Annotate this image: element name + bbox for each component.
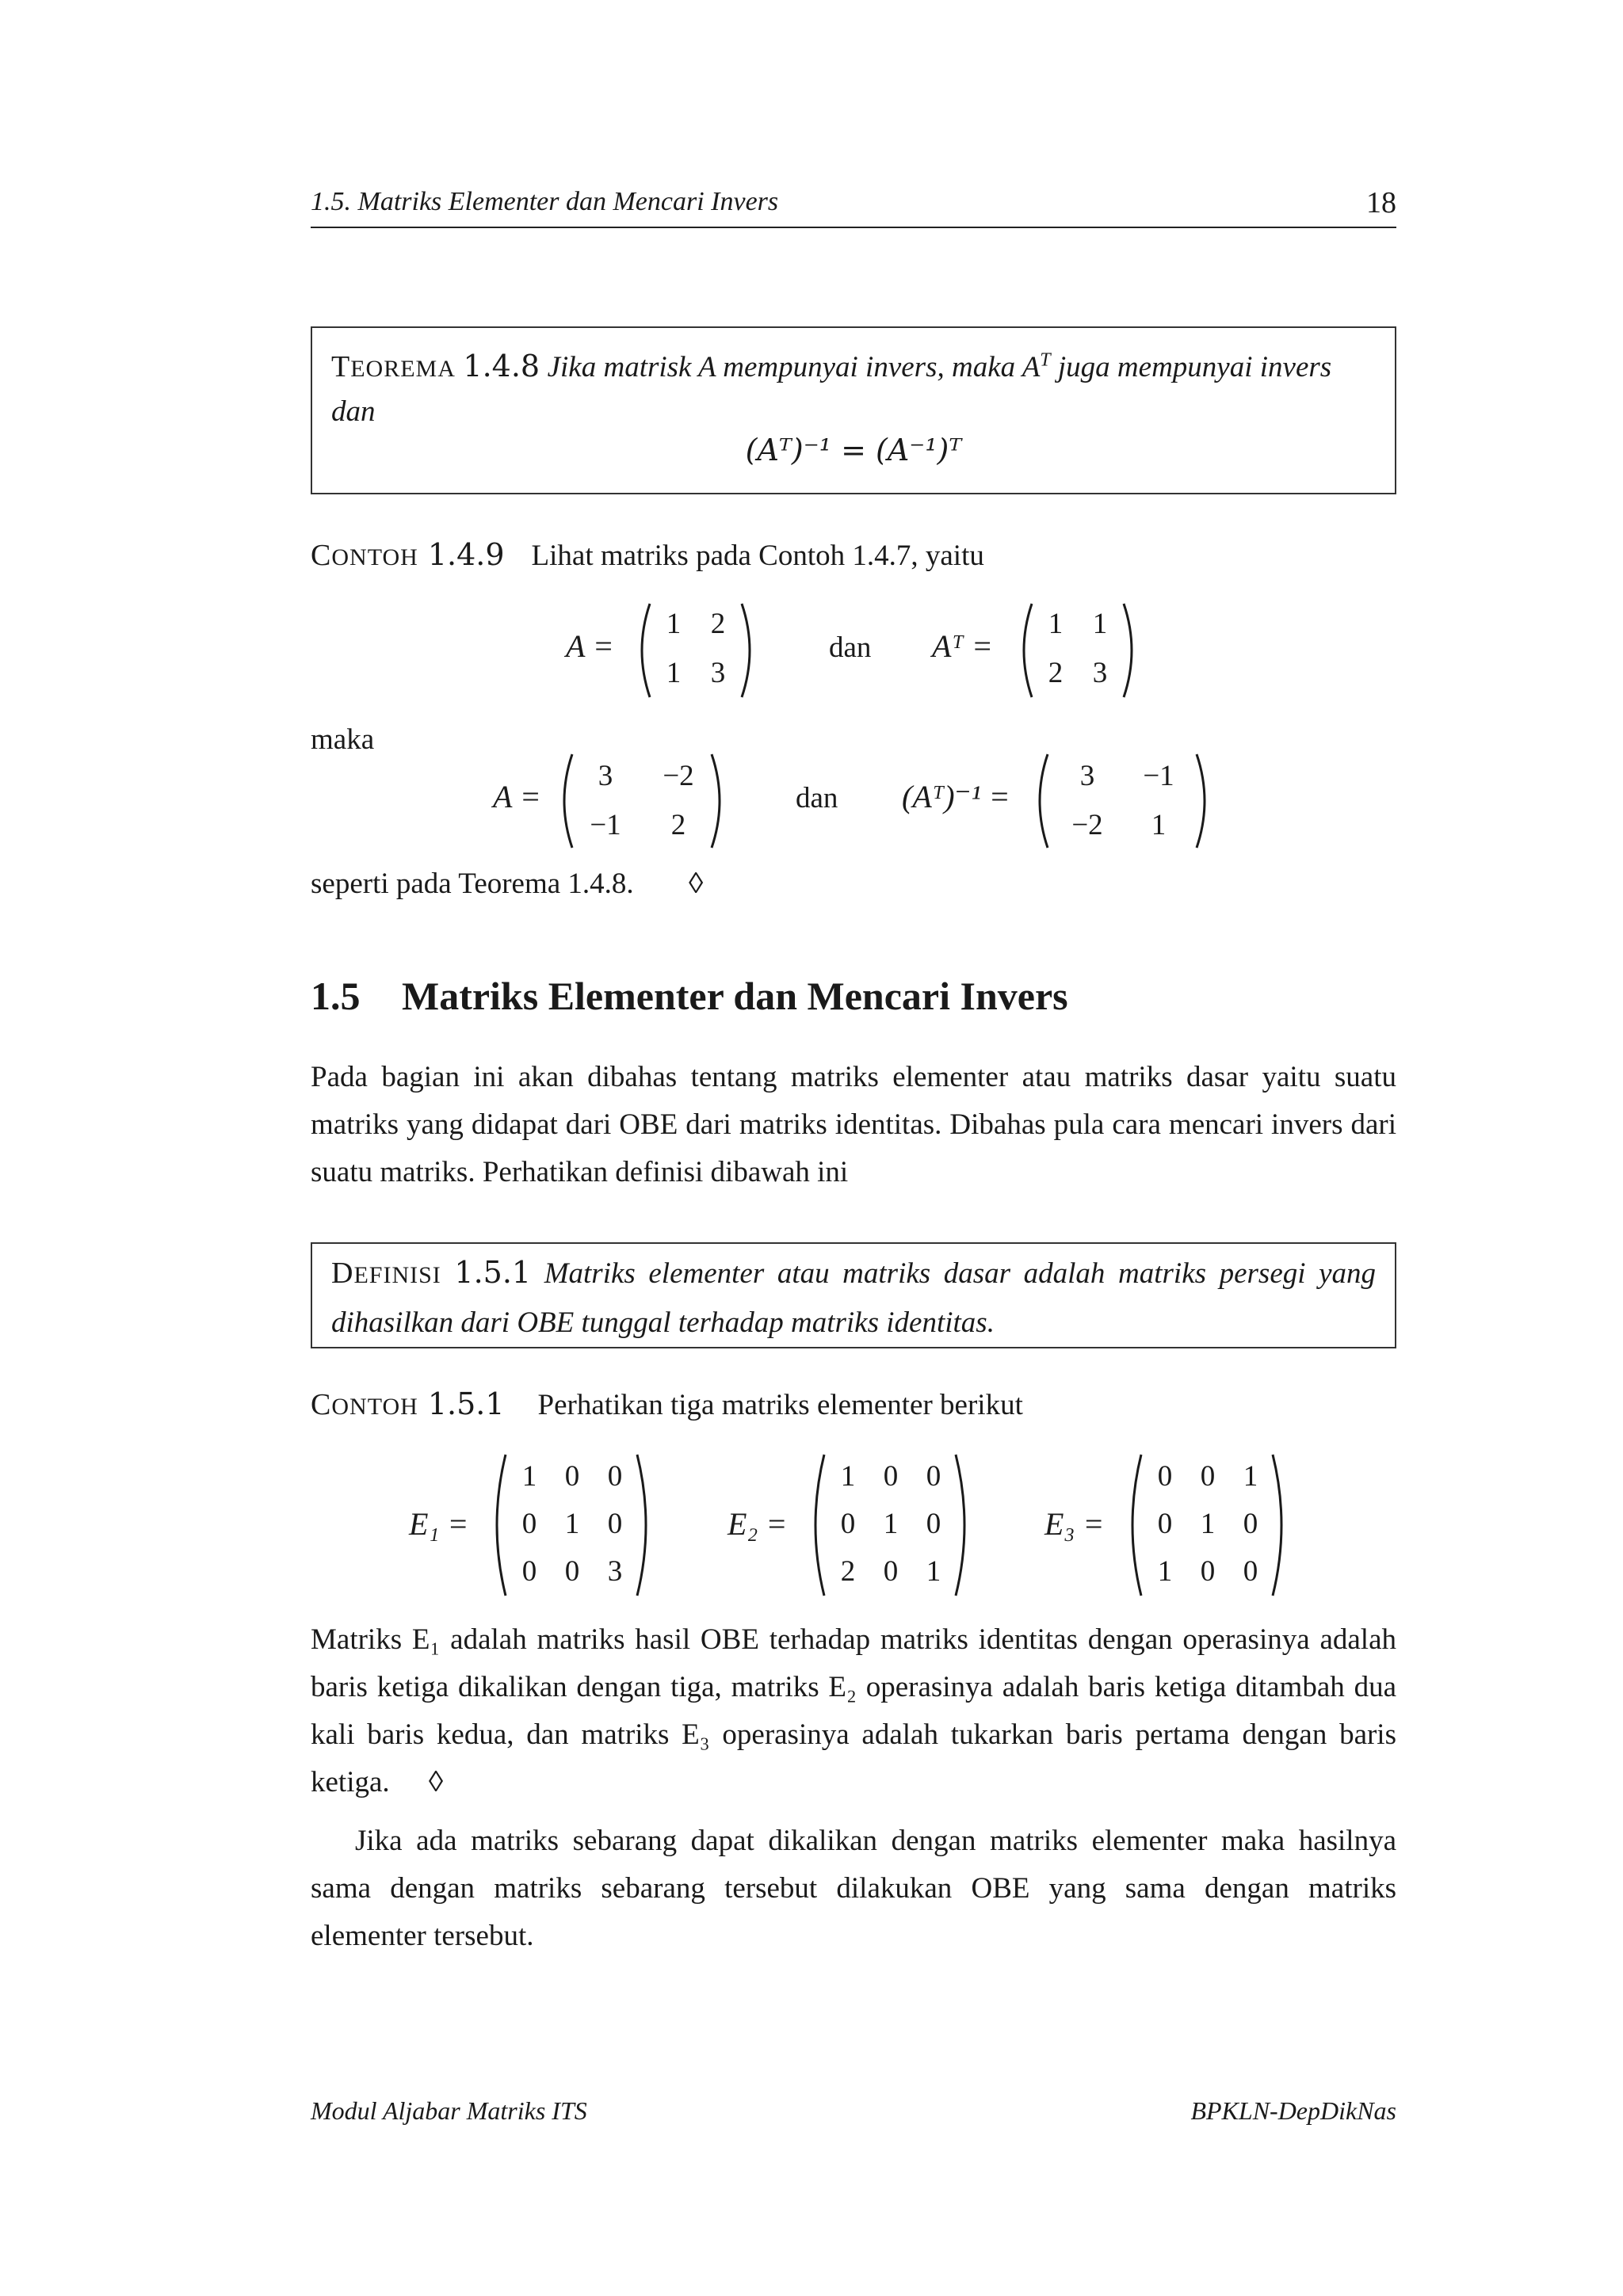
matrix-E1 <box>487 1450 656 1600</box>
matrix-cell: 0 <box>521 1508 537 1540</box>
matrix-cell: −2 <box>1071 809 1103 841</box>
matrix-cell: 0 <box>607 1508 623 1540</box>
definition-text: Matriks elementer atau matriks dasar adalah matriks persegi yang dihasilkan dari OBE tunggal terhadap matriks identitas. <box>331 1257 1377 1339</box>
matrix-ATinv <box>1030 749 1214 852</box>
matrix-cell: −1 <box>590 809 621 841</box>
theorem-statement-dan: dan <box>331 395 376 428</box>
example1-number: 1.4.9 <box>427 537 505 572</box>
theorem-statement-a: Jika matrisk A mempunyai invers, maka A <box>547 351 1041 383</box>
matrix-E3-label: E₃ = <box>1044 1506 1105 1542</box>
example1-intro: Lihat matriks pada Contoh 1.4.7, yaitu <box>531 540 984 572</box>
closing-paragraph: Jika ada matriks sebarang dapat dikalikan dengan matriks elementer maka hasilnya sama dengan matriks sebarang tersebut dilakukan OBE yang sama dengan matriks elementer tersebut. <box>311 1825 1396 1952</box>
matrix-cell: 0 <box>883 1555 899 1588</box>
section-number: 1.5 <box>311 974 361 1018</box>
definition-box <box>311 1242 1396 1348</box>
matrix-cell: 1 <box>1243 1460 1258 1493</box>
definition-content <box>331 1249 1376 1347</box>
matrix-cell: 0 <box>1243 1508 1258 1540</box>
section-heading <box>311 973 1068 1019</box>
example2-label-rest: ONTOH <box>331 1394 418 1420</box>
example1-heading <box>311 537 984 573</box>
page-number: 18 <box>1366 186 1396 219</box>
example2-explanation-block <box>311 1616 1396 1806</box>
matrix-cell: 0 <box>926 1508 941 1540</box>
matrix-cell: 0 <box>1243 1555 1258 1588</box>
end-of-example-icon: ◊ <box>688 868 704 900</box>
end-of-example-icon: ◊ <box>428 1766 444 1798</box>
matrix-ATinv-label: (Aᵀ)⁻¹ = <box>902 779 1010 814</box>
example1-dan-1: dan <box>829 631 872 664</box>
matrix-cell: −2 <box>663 760 694 792</box>
theorem-label-rest: EOREMA <box>350 356 456 382</box>
footer-right: BPKLN-DepDikNas <box>1190 2096 1396 2125</box>
matrix-cell: 0 <box>1157 1508 1173 1540</box>
matrix-cell: 0 <box>883 1460 899 1493</box>
matrix-cell: 0 <box>1157 1460 1173 1493</box>
matrix-cell: 1 <box>564 1508 580 1540</box>
matrix-Ainv-label: A = <box>493 779 541 814</box>
matrix-ATinv-brackets <box>1030 749 1214 852</box>
matrix-Ainv-brackets <box>555 749 729 852</box>
matrix-cell: 0 <box>1200 1555 1216 1588</box>
matrix-cell: 3 <box>598 760 613 792</box>
section-title: Matriks Elementer dan Mencari Invers <box>402 974 1068 1018</box>
matrix-cell: 1 <box>666 608 682 640</box>
matrix-cell: 1 <box>1092 608 1108 640</box>
example1-maka: maka <box>311 723 375 756</box>
example2-number: 1.5.1 <box>427 1386 505 1421</box>
running-header: 1.5. Matriks Elementer dan Mencari Invers <box>311 187 779 216</box>
matrix-E2-label: E₂ = <box>727 1506 788 1542</box>
matrix-E1-label: E₁ = <box>409 1506 469 1542</box>
matrix-Ainv <box>555 749 729 852</box>
matrix-cell: 3 <box>710 657 726 689</box>
matrix-cell: 1 <box>883 1508 899 1540</box>
definition-label-rest: EFINISI <box>353 1262 441 1288</box>
matrix-cell: 1 <box>926 1555 941 1588</box>
header-rule <box>311 227 1396 228</box>
theorem-heading <box>331 349 1331 384</box>
example2-label-first: C <box>311 1388 332 1421</box>
matrix-E2 <box>805 1450 975 1600</box>
example1-label-rest: ONTOH <box>331 544 418 570</box>
example1-label-first: C <box>311 539 332 572</box>
matrix-cell: 1 <box>840 1460 856 1493</box>
matrix-cell: 1 <box>1157 1555 1173 1588</box>
example1-closing-line <box>311 867 703 901</box>
matrix-A-label: A = <box>566 628 614 664</box>
matrix-cell: 0 <box>1200 1460 1216 1493</box>
theorem-formula: (Aᵀ)⁻¹ = (A⁻¹)ᵀ <box>745 433 962 467</box>
matrix-cell: 2 <box>840 1555 856 1588</box>
matrix-cell: 1 <box>1151 809 1167 841</box>
theorem-box <box>311 326 1396 494</box>
theorem-statement-b: juga mempunyai invers <box>1050 351 1332 383</box>
example1-closing: seperti pada Teorema 1.4.8. <box>311 868 634 900</box>
matrix-cell: 3 <box>1092 657 1108 689</box>
matrix-cell: 2 <box>1048 657 1064 689</box>
example2-heading <box>311 1386 1023 1422</box>
definition-number: 1.5.1 <box>454 1255 532 1290</box>
matrix-cell: 3 <box>607 1555 623 1588</box>
matrix-AT-label: Aᵀ = <box>932 628 993 664</box>
footer-left: Modul Aljabar Matriks ITS <box>311 2096 587 2125</box>
theorem-statement-sup: T <box>1040 349 1051 371</box>
matrix-cell: −1 <box>1143 760 1174 792</box>
definition-label-first: D <box>331 1257 354 1290</box>
matrix-cell: 1 <box>666 657 682 689</box>
matrix-cell: 2 <box>710 608 726 640</box>
matrix-cell: 0 <box>840 1508 856 1540</box>
matrix-cell: 1 <box>1200 1508 1216 1540</box>
matrix-cell: 2 <box>670 809 686 841</box>
matrix-cell: 1 <box>521 1460 537 1493</box>
example2-intro: Perhatikan tiga matriks elementer berikut <box>537 1389 1023 1421</box>
matrix-cell: 1 <box>1048 608 1064 640</box>
theorem-label-first: T <box>331 350 351 383</box>
matrix-A <box>632 599 759 702</box>
matrix-cell: 0 <box>521 1555 537 1588</box>
section-intro-paragraph: Pada bagian ini akan dibahas tentang matriks elementer atau matriks dasar yaitu suatu matriks yang didapat dari OBE dari matriks identitas. Dibahas pula cara mencari invers dari suatu matriks. Perhatikan definisi dibawah ini <box>311 1061 1396 1188</box>
matrix-cell: 0 <box>564 1555 580 1588</box>
matrix-cell: 0 <box>607 1460 623 1493</box>
example1-dan-2: dan <box>796 782 838 814</box>
example2-explanation: Matriks E₁ adalah matriks hasil OBE terhadap matriks identitas dengan operasinya adalah baris ketiga dikalikan dengan tiga, matriks E₂ operasinya adalah baris ketiga ditambah dua kali baris kedua, dan matriks E₃ operasinya adalah tukarkan baris pertama dengan baris ketiga. <box>311 1623 1396 1798</box>
matrix-E3 <box>1122 1450 1292 1600</box>
theorem-number: 1.4.8 <box>463 349 540 383</box>
matrix-cell: 3 <box>1079 760 1095 792</box>
theorem-statement <box>548 351 1332 383</box>
matrix-cell: 0 <box>926 1460 941 1493</box>
matrix-cell: 0 <box>564 1460 580 1493</box>
matrix-AT <box>1014 599 1141 702</box>
